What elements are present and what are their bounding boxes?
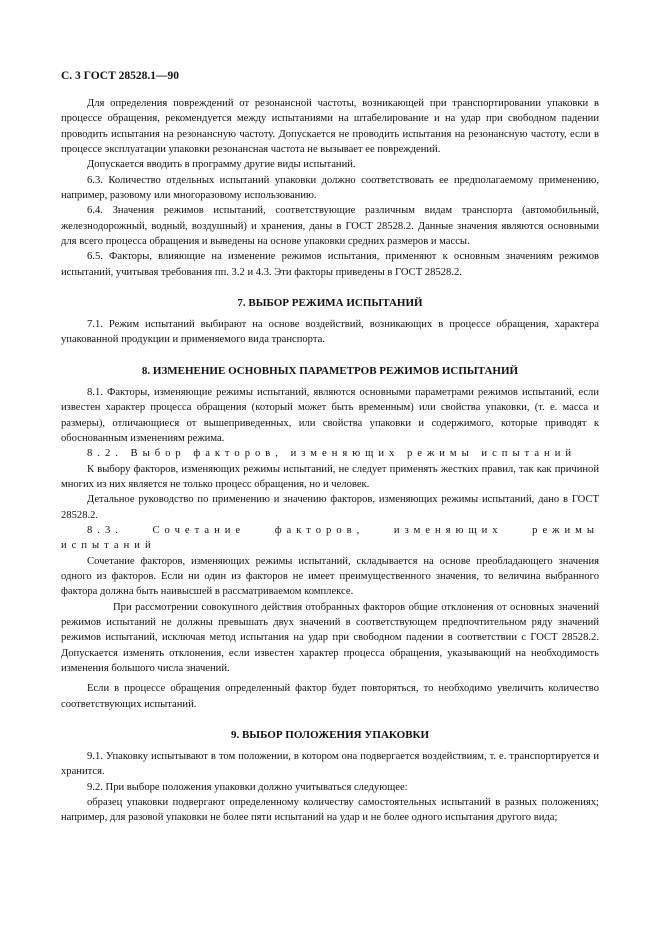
paragraph-7-1: 7.1. Режим испытаний выбирают на основе воздействий, возникающих в процессе обращения, характера упакованной продукции и применяемого вида транспорта. bbox=[61, 319, 599, 346]
paragraph-8-1: 8.1. Факторы, изменяющие режимы испытаний, являются основными параметрами режимов испытаний, если известен характер процесса обращения (который может быть временным) или свойства упаковки, (т. е. масса и размеры), отличающиеся от вышеприведенных, или свойства упаковки и содержимого, которые приводят к обоснованным изменениям режима. bbox=[61, 386, 599, 444]
paragraph-8-3-heading: 8.3. Сочетание факторов, изменяющих режимы испытаний bbox=[61, 524, 599, 552]
paragraph-9-1: 9.1. Упаковку испытывают в том положении, в котором она подвергается воздействиям, т. е. транспортируется и хранится. bbox=[61, 751, 599, 778]
paragraph: К выбору факторов, изменяющих режимы испытаний, не следует применять жестких правил, так как причиной многих из них является не только процесс обращения, но и человек. bbox=[61, 463, 599, 490]
paragraph: Если в процессе обращения определенный фактор будет повторяться, то необходимо увеличить количество соответствующих испытаний. bbox=[61, 683, 599, 710]
section-7-title: 7. ВЫБОР РЕЖИМА ИСПЫТАНИЙ bbox=[237, 297, 423, 310]
paragraph-8-2-heading: 8.2. Выбор факторов, изменяющих режимы испытаний bbox=[87, 448, 577, 460]
paragraph-6-5: 6.5. Факторы, влияющие на изменение режимов испытания, применяют к основным значениям режимов испытаний, учитывая требования пп. 3.2 и 4.3. Эти факторы приведены в ГОСТ 28528.2. bbox=[61, 251, 599, 278]
paragraph: Сочетание факторов, изменяющих режимы испытаний, складывается на основе преобладающего значения одного из факторов. Если ни один из факторов не имеет преимущественного значения, то величина выбранного фактора должна быть наивысшей в рассматриваемом комплексе. bbox=[61, 555, 599, 598]
paragraph-9-2: 9.2. При выборе положения упаковки должно учитываться следующее: bbox=[87, 781, 408, 793]
paragraph: Детальное руководство по применению и значению факторов, изменяющих режимы испытаний, дано в ГОСТ 28528.2. bbox=[61, 494, 599, 521]
paragraph: образец упаковки подвергают определенному количеству самостоятельных испытаний в разных положениях; например, для разовой упаковки не более пяти испытаний на удар и не более одного испытания другого вида; bbox=[61, 797, 599, 824]
paragraph: Допускается вводить в программу другие виды испытаний. bbox=[87, 159, 356, 171]
page-header: С. 3 ГОСТ 28528.1—90 bbox=[61, 70, 180, 82]
paragraph: При рассмотрении совокупного действия отобранных факторов общие отклонения от основных значений режимов испытаний не должны превышать двух значений в соответствующем предпочтительном ряду значений режимов испытаний, исключая метод испытания на удар при свободном падении в соответствии с ГОСТ 28528.2. Допускается изменять отклонения, если известен характер процесса обращения, указывающий на необходимость изменения большого числа значений. bbox=[61, 601, 599, 674]
section-8-title: 8. ИЗМЕНЕНИЕ ОСНОВНЫХ ПАРАМЕТРОВ РЕЖИМОВ ИСПЫТАНИЙ bbox=[141, 364, 519, 377]
paragraph-6-3: 6.3. Количество отдельных испытаний упаковки должно соответствовать ее предполагаемому применению, например, разовому или многоразовому использованию. bbox=[61, 174, 599, 202]
paragraph-6-4: 6.4. Значения режимов испытаний, соответствующие различным видам транспорта (автомобильный, железнодорожный, водный, воздушный) и хранения, даны в ГОСТ 28528.2. Данные значения являются основными для всего процесса обращения и выведены на основе упаковки средних размеров и массы. bbox=[61, 205, 599, 248]
document-body bbox=[61, 96, 599, 826]
paragraph: Для определения повреждений от резонансной частоты, возникающей при транспортировании упаковки в процессе обращения, рекомендуется между испытаниями на штабелирование и на удар при свободном падении проводить испытания на резонансную частоту. Допускается не проводить испытания на резонансную частоту, если в процессе эксплуатации упаковки резонансная частота не вызывает ее повреждений. bbox=[61, 98, 599, 156]
section-9-title: 9. ВЫБОР ПОЛОЖЕНИЯ УПАКОВКИ bbox=[230, 729, 430, 742]
